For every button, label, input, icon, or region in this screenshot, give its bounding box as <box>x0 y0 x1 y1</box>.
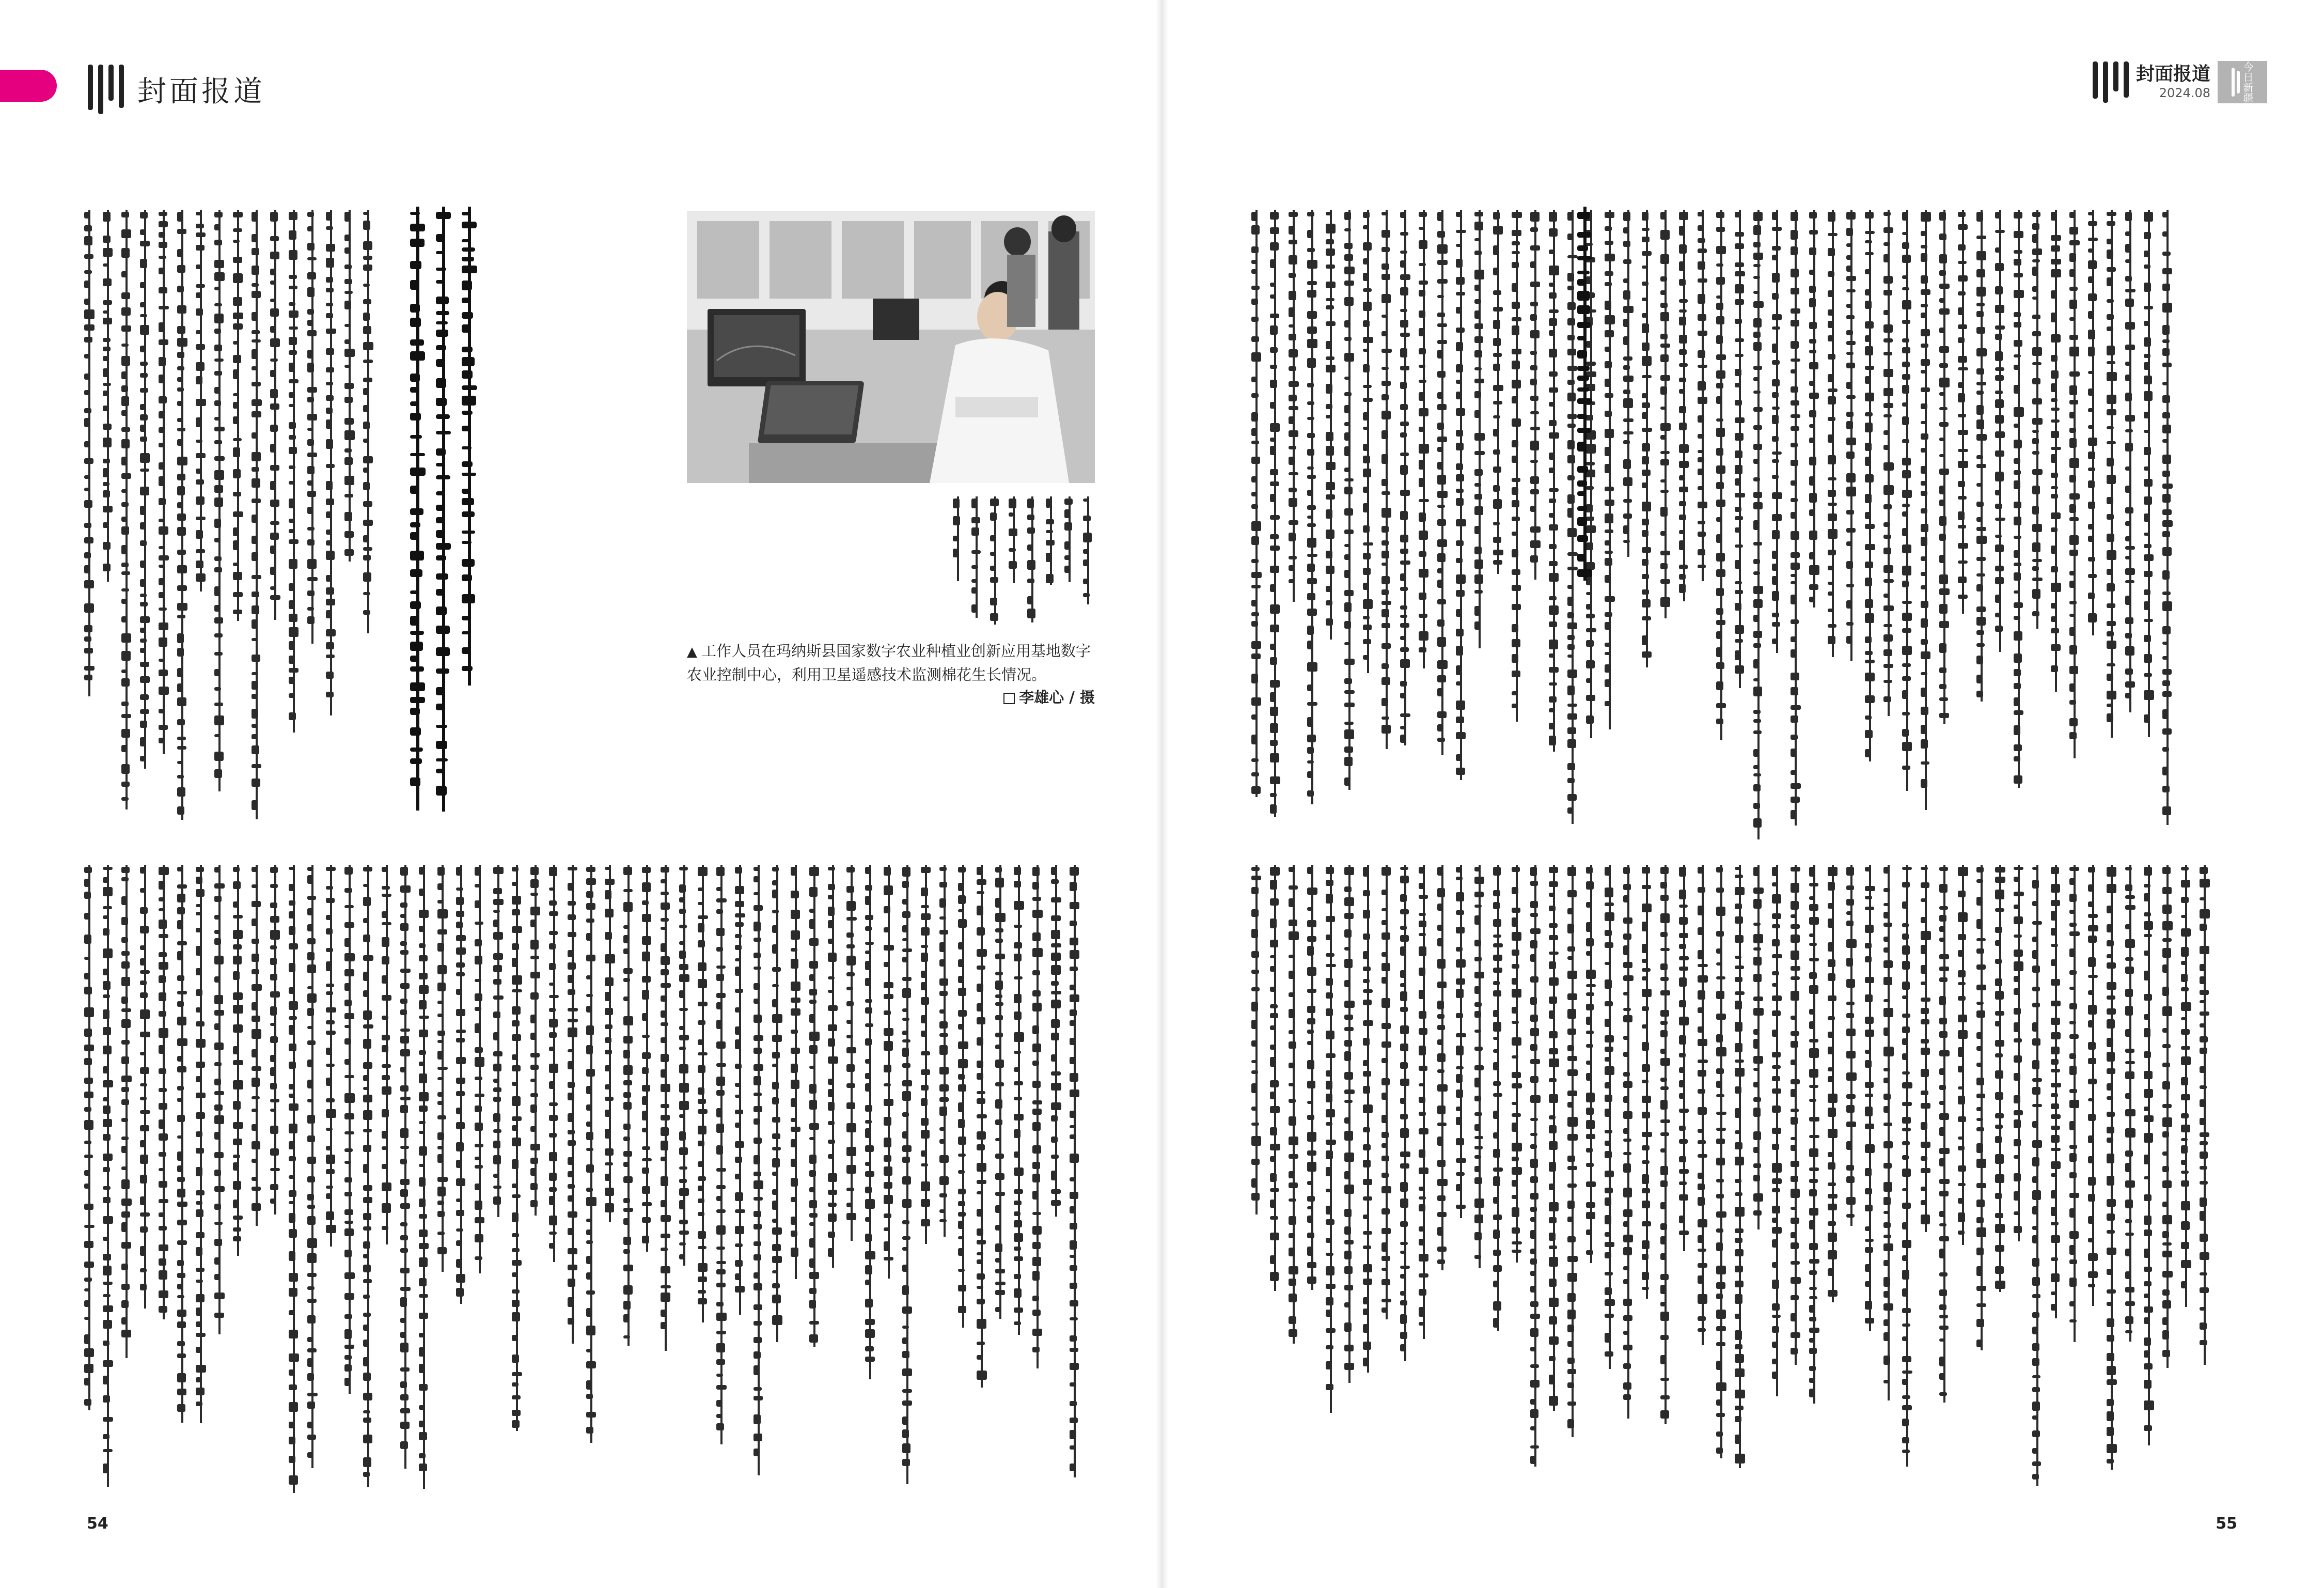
mongolian-text-line <box>2086 207 2100 842</box>
mongolian-text-line <box>473 862 486 1497</box>
mongolian-text-line <box>1068 862 1081 1497</box>
mongolian-text-line <box>1287 862 1300 1497</box>
mongolian-text-line <box>2031 862 2044 1497</box>
mongolian-text-line <box>2105 207 2118 842</box>
mongolian-text-line <box>1993 862 2007 1497</box>
mongolian-text-line <box>1081 493 1095 630</box>
mongolian-text-line <box>882 862 896 1497</box>
mongolian-text-line <box>863 862 877 1497</box>
mongolian-text-line <box>1417 207 1431 842</box>
mongolian-text-line <box>1044 493 1058 630</box>
mongolian-text-line <box>287 207 301 842</box>
mongolian-text-line <box>1529 862 1542 1497</box>
mongolian-text-line <box>1659 207 1672 842</box>
mongolian-text-line <box>1547 207 1561 842</box>
mongolian-text-line <box>380 862 394 1497</box>
mongolian-text-line <box>1901 207 1914 842</box>
mongolian-section-title-glyphs <box>88 65 124 114</box>
mongolian-text-line <box>789 862 803 1497</box>
mongolian-text-line <box>138 862 152 1497</box>
mongolian-text-line <box>1789 862 1802 1497</box>
page-number-left: 54 <box>87 1515 108 1533</box>
mongolian-text-line <box>454 862 468 1497</box>
mongolian-text-line <box>1436 207 1449 842</box>
photo-credit <box>687 686 1095 709</box>
mongolian-text-line <box>324 207 338 842</box>
mongolian-text-line <box>417 862 431 1497</box>
mongolian-text-line <box>1380 862 1393 1497</box>
mongolian-text-line <box>269 207 282 842</box>
page-number-right: 55 <box>2216 1515 2237 1533</box>
mongolian-text-line <box>1882 862 1895 1497</box>
right-section-title: 封面报道 <box>2135 64 2210 85</box>
mongolian-text-line <box>529 862 542 1497</box>
mongolian-text-line <box>1007 493 1020 630</box>
mongolian-text-line <box>362 862 375 1497</box>
section-heading <box>1575 207 1595 842</box>
mongolian-text-line <box>603 862 617 1497</box>
mongolian-text-line <box>1770 862 1784 1497</box>
mongolian-text-line <box>138 207 152 842</box>
mongolian-text-line <box>1250 862 1263 1497</box>
mongolian-text-line <box>231 862 245 1497</box>
mongolian-text-line <box>1287 207 1300 842</box>
mongolian-text-line <box>306 862 319 1497</box>
mongolian-text-line <box>1380 207 1393 842</box>
mongolian-text-line <box>1324 207 1338 842</box>
mongolian-text-line <box>547 862 561 1497</box>
mongolian-text-line <box>157 207 170 842</box>
mongolian-text-line <box>1715 207 1728 842</box>
mongolian-text-line <box>1268 207 1282 842</box>
mongolian-text-line <box>194 207 208 842</box>
mongolian-text-line <box>213 207 226 842</box>
mongolian-text-line <box>1306 862 1319 1497</box>
logo-text: 今日新疆 <box>2241 61 2254 103</box>
mongolian-text-line <box>213 862 226 1497</box>
camera-square-icon <box>1003 693 1015 704</box>
mongolian-text-line <box>2161 862 2174 1497</box>
mongolian-text-line <box>2142 207 2156 842</box>
mongolian-text-line <box>269 862 282 1497</box>
page-gutter <box>1156 0 1168 1588</box>
mongolian-text-line <box>956 862 970 1497</box>
mongolian-text-line <box>752 862 765 1497</box>
mongolian-text-line <box>250 207 263 842</box>
mongolian-text-line <box>1547 862 1561 1497</box>
mongolian-text-line <box>988 493 1002 630</box>
mongolian-text-line <box>1603 207 1616 842</box>
mongolian-text-line <box>994 862 1007 1497</box>
mongolian-text-line <box>808 862 821 1497</box>
mongolian-text-line <box>2198 862 2211 1497</box>
mongolian-text-line <box>1845 862 1858 1497</box>
mongolian-text-line <box>1026 493 1039 630</box>
mongolian-text-line <box>1268 862 1282 1497</box>
mongolian-text-line <box>1049 862 1063 1497</box>
mongolian-text-line <box>1659 862 1672 1497</box>
mongolian-text-line <box>845 862 858 1497</box>
mongolian-text-line <box>566 862 579 1497</box>
article-column-block <box>83 207 666 842</box>
left-section-title: 封面报道 <box>137 75 265 108</box>
mongolian-text-line <box>1324 862 1338 1497</box>
mongolian-text-line <box>231 207 245 842</box>
mongolian-text-line <box>659 862 672 1497</box>
mongolian-text-line <box>1715 862 1728 1497</box>
mongolian-text-line <box>120 207 133 842</box>
mongolian-section-title-glyphs <box>2093 61 2129 103</box>
mongolian-text-line <box>250 862 263 1497</box>
mongolian-text-line <box>2068 207 2081 842</box>
mongolian-text-line <box>436 862 449 1497</box>
mongolian-text-line <box>176 862 189 1497</box>
left-page-header <box>88 61 265 118</box>
mongolian-text-line <box>640 862 654 1497</box>
mongolian-text-line <box>1882 207 1895 842</box>
mongolian-text-line <box>1063 493 1076 630</box>
mongolian-text-line <box>120 862 133 1497</box>
mongolian-text-line <box>1752 862 1765 1497</box>
mongolian-text-line <box>1399 862 1412 1497</box>
mongolian-text-line <box>510 862 524 1497</box>
section-tab-marker <box>0 70 57 102</box>
mongolian-text-line <box>1343 207 1356 842</box>
mongolian-text-line <box>2049 207 2063 842</box>
mongolian-text-line <box>2012 207 2025 842</box>
mongolian-text-line <box>1770 207 1784 842</box>
mongolian-text-line <box>1454 862 1468 1497</box>
mongolian-text-line <box>306 207 319 842</box>
mongolian-text-line <box>1491 862 1505 1497</box>
mongolian-text-line <box>2124 207 2137 842</box>
mongolian-text-line <box>1789 207 1802 842</box>
mongolian-text-line <box>362 207 375 842</box>
mongolian-text-line <box>1306 207 1319 842</box>
mongolian-text-line <box>1250 207 1263 842</box>
mongolian-text-line <box>1938 862 1951 1497</box>
mongolian-text-line <box>434 207 453 842</box>
mongolian-text-line <box>1696 207 1709 842</box>
mongolian-text-line <box>1863 207 1877 842</box>
mongolian-text-line <box>460 207 479 842</box>
mongolian-text-line <box>83 862 96 1497</box>
mongolian-photo-caption <box>687 493 1095 630</box>
mongolian-text-line <box>1975 207 1988 842</box>
mongolian-text-line <box>1622 207 1635 842</box>
mongolian-text-line <box>101 207 115 842</box>
mongolian-text-line <box>951 493 965 630</box>
mongolian-text-line <box>826 862 840 1497</box>
mongolian-text-line <box>2086 862 2100 1497</box>
mongolian-text-line <box>975 862 988 1497</box>
mongolian-text-line <box>194 862 208 1497</box>
right-page-header <box>2093 61 2267 103</box>
mongolian-text-line <box>1733 207 1747 842</box>
mongolian-text-line <box>622 862 635 1497</box>
mongolian-text-line <box>2068 862 2081 1497</box>
mongolian-text-line <box>1031 862 1044 1497</box>
mongolian-text-line <box>678 862 691 1497</box>
mongolian-text-line <box>2124 862 2137 1497</box>
mongolian-text-line <box>1473 862 1486 1497</box>
mongolian-text-line <box>1752 207 1765 842</box>
mongolian-text-line <box>1012 862 1026 1497</box>
mongolian-text-line <box>1454 207 1468 842</box>
mongolian-text-line <box>1510 862 1524 1497</box>
mongolian-text-line <box>1436 862 1449 1497</box>
mongolian-text-line <box>2105 862 2118 1497</box>
article-column-block <box>1250 862 2241 1497</box>
magazine-logo <box>2218 61 2267 103</box>
mongolian-text-line <box>1826 862 1840 1497</box>
mongolian-text-line <box>1956 862 1970 1497</box>
mongolian-text-line <box>1343 862 1356 1497</box>
mongolian-text-line <box>1473 207 1486 842</box>
mongolian-text-line <box>1566 862 1579 1497</box>
mongolian-text-line <box>1919 207 1933 842</box>
mongolian-text-line <box>343 862 356 1497</box>
mongolian-text-line <box>2142 862 2156 1497</box>
mongolian-text-line <box>1845 207 1858 842</box>
mongolian-text-line <box>2049 862 2063 1497</box>
article-column-block <box>83 862 1105 1497</box>
mongolian-text-line <box>1417 862 1431 1497</box>
credit-text: 李雄心 / 摄 <box>1019 689 1095 706</box>
mongolian-text-line <box>2012 862 2025 1497</box>
mongolian-text-line <box>1826 207 1840 842</box>
caption-triangle-icon: ▲ <box>687 644 697 660</box>
mongolian-text-line <box>492 862 505 1497</box>
mongolian-text-line <box>1575 207 1595 842</box>
mongolian-text-line <box>1529 207 1542 842</box>
mongolian-text-line <box>157 862 170 1497</box>
mongolian-text-line <box>287 862 301 1497</box>
mongolian-text-line <box>399 862 412 1497</box>
mongolian-text-line <box>1808 207 1821 842</box>
mongolian-text-line <box>1919 862 1933 1497</box>
mongolian-text-line <box>1677 862 1691 1497</box>
mongolian-text-line <box>1361 862 1375 1497</box>
mongolian-text-line <box>1696 862 1709 1497</box>
mongolian-text-line <box>733 862 747 1497</box>
mongolian-text-line <box>1491 207 1505 842</box>
mongolian-text-line <box>83 207 96 842</box>
mongolian-text-line <box>970 493 983 630</box>
mongolian-text-line <box>1622 862 1635 1497</box>
mongolian-text-line <box>771 862 784 1497</box>
mongolian-text-line <box>1956 207 1970 842</box>
mongolian-text-line <box>101 862 115 1497</box>
mongolian-text-line <box>1993 207 2007 842</box>
mongolian-text-line <box>324 862 338 1497</box>
mongolian-text-line <box>585 862 598 1497</box>
mongolian-text-line <box>715 862 728 1497</box>
mongolian-text-line <box>2161 207 2174 842</box>
mongolian-text-line <box>1603 862 1616 1497</box>
mongolian-text-line <box>1863 862 1877 1497</box>
mongolian-text-line <box>919 862 933 1497</box>
mongolian-text-line <box>408 207 428 842</box>
mongolian-text-line <box>2031 207 2044 842</box>
caption-text: 工作人员在玛纳斯县国家数字农业种植业创新应用基地数字农业控制中心，利用卫星遥感技术监测棉花生长情况。 <box>687 642 1091 683</box>
mongolian-text-line <box>343 207 356 842</box>
issue-date: 2024.08 <box>2159 86 2210 100</box>
mongolian-text-line <box>1399 207 1412 842</box>
mongolian-text-line <box>1901 862 1914 1497</box>
photo-caption <box>687 640 1095 709</box>
section-heading <box>408 207 479 842</box>
mongolian-text-line <box>696 862 710 1497</box>
mongolian-text-line <box>176 207 189 842</box>
mongolian-text-line <box>1677 207 1691 842</box>
mongolian-text-line <box>901 862 914 1497</box>
article-column-block <box>1250 207 2241 842</box>
mongolian-text-line <box>1733 862 1747 1497</box>
mongolian-text-line <box>1361 207 1375 842</box>
mongolian-text-line <box>1640 862 1654 1497</box>
mongolian-text-line <box>938 862 951 1497</box>
mongolian-text-line <box>2179 862 2193 1497</box>
photo-control-center <box>687 211 1095 483</box>
mongolian-text-line <box>1510 207 1524 842</box>
mongolian-text-line <box>1584 862 1598 1497</box>
photo-illustration <box>687 211 1095 483</box>
mongolian-text-line <box>1938 207 1951 842</box>
mongolian-text-line <box>1640 207 1654 842</box>
mongolian-text-line <box>1975 862 1988 1497</box>
mongolian-text-line <box>1808 862 1821 1497</box>
